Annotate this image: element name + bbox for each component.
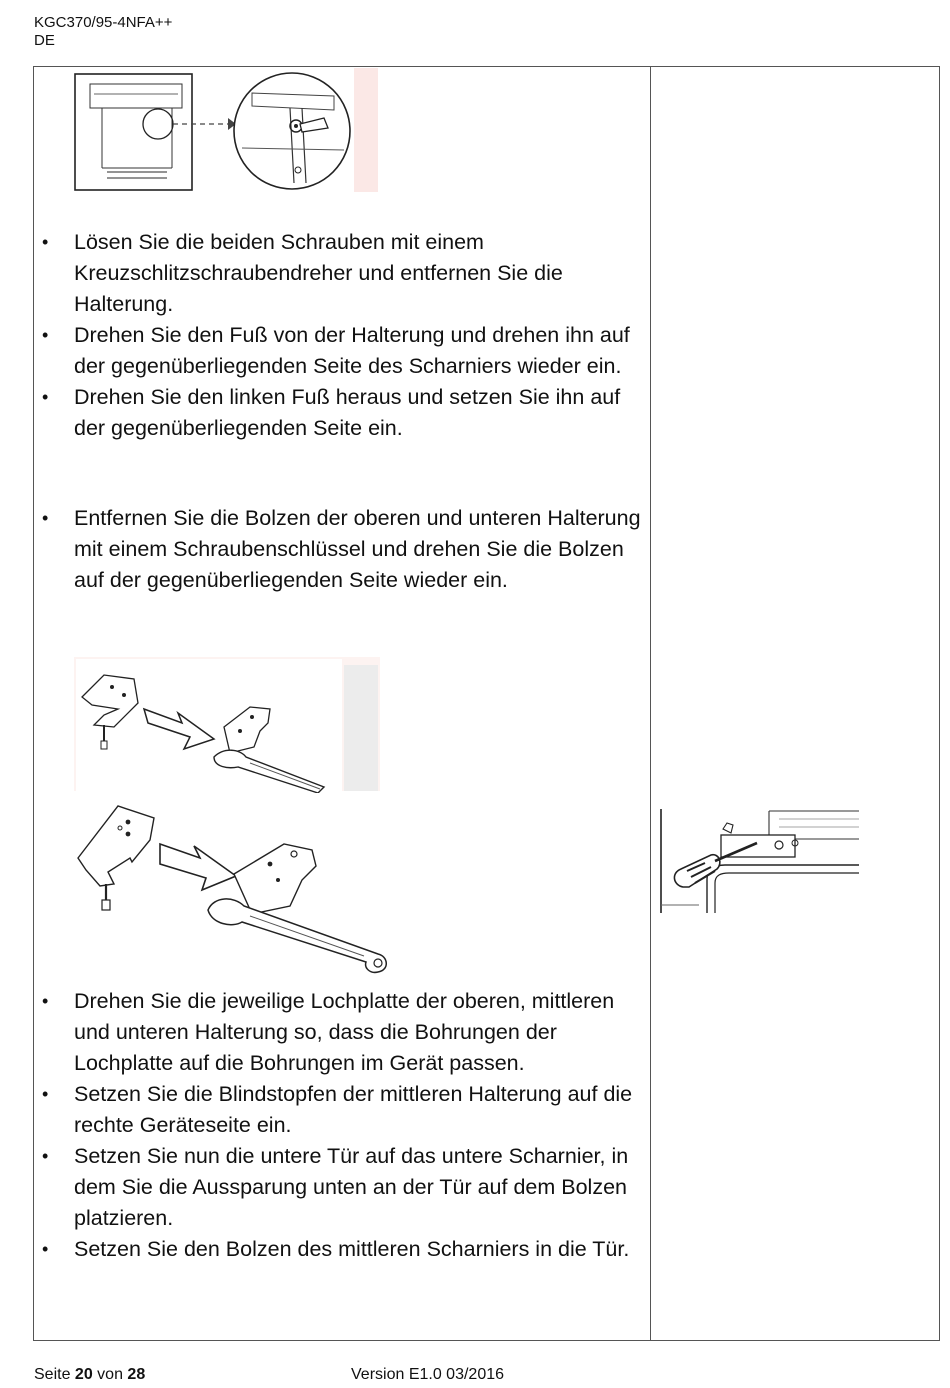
list-item: • Entfernen Sie die Bolzen der oberen und unteren Halterung mit einem Schraubenschlüssel und drehen Sie die Bolzen auf der gegenüberliegenden Seite wieder ein. — [42, 503, 642, 596]
document-header — [34, 14, 172, 50]
instruction-list-2 — [42, 503, 642, 596]
list-item: • Setzen Sie nun die untere Tür auf das untere Scharnier, in dem Sie die Aussparung unten an der Tür auf dem Bolzen platzieren. — [42, 1141, 642, 1234]
hinge-removal-illustration — [72, 68, 380, 194]
list-item: • Lösen Sie die beiden Schrauben mit einem Kreuzschlitzschraubendreher und entfernen Sie die Halterung. — [42, 227, 642, 320]
page-number — [34, 1366, 145, 1384]
model-number: KGC370/95-4NFA++ — [34, 14, 173, 31]
column-divider — [650, 66, 651, 1341]
language-code: DE — [34, 32, 55, 49]
screwdriver-hinge-illustration — [659, 809, 863, 913]
list-item: • Drehen Sie den Fuß von der Halterung und drehen ihn auf der gegenüberliegenden Seite des Scharniers wieder ein. — [42, 320, 642, 382]
instruction-list-1 — [42, 227, 642, 444]
page-total: 28 — [127, 1366, 146, 1383]
version-info: Version E1.0 03/2016 — [351, 1366, 505, 1383]
list-item: • Drehen Sie den linken Fuß heraus und setzen Sie ihn auf der gegenüberliegenden Seite ein. — [42, 382, 642, 444]
list-item: • Setzen Sie den Bolzen des mittleren Scharniers in die Tür. — [42, 1234, 642, 1265]
page-separator: von — [97, 1366, 123, 1383]
list-item: • Setzen Sie die Blindstopfen der mittleren Halterung auf die rechte Geräteseite ein. — [42, 1079, 642, 1141]
list-item: • Drehen Sie die jeweilige Lochplatte der oberen, mittleren und unteren Halterung so, dass die Bohrungen der Lochplatte auf die Bohrungen im Gerät passen. — [42, 986, 642, 1079]
instruction-list-3 — [42, 986, 642, 1265]
upper-bracket-wrench-illustration — [74, 657, 380, 793]
lower-bracket-wrench-illustration — [74, 800, 394, 978]
page-prefix: Seite — [34, 1366, 71, 1383]
page-current: 20 — [74, 1366, 93, 1383]
